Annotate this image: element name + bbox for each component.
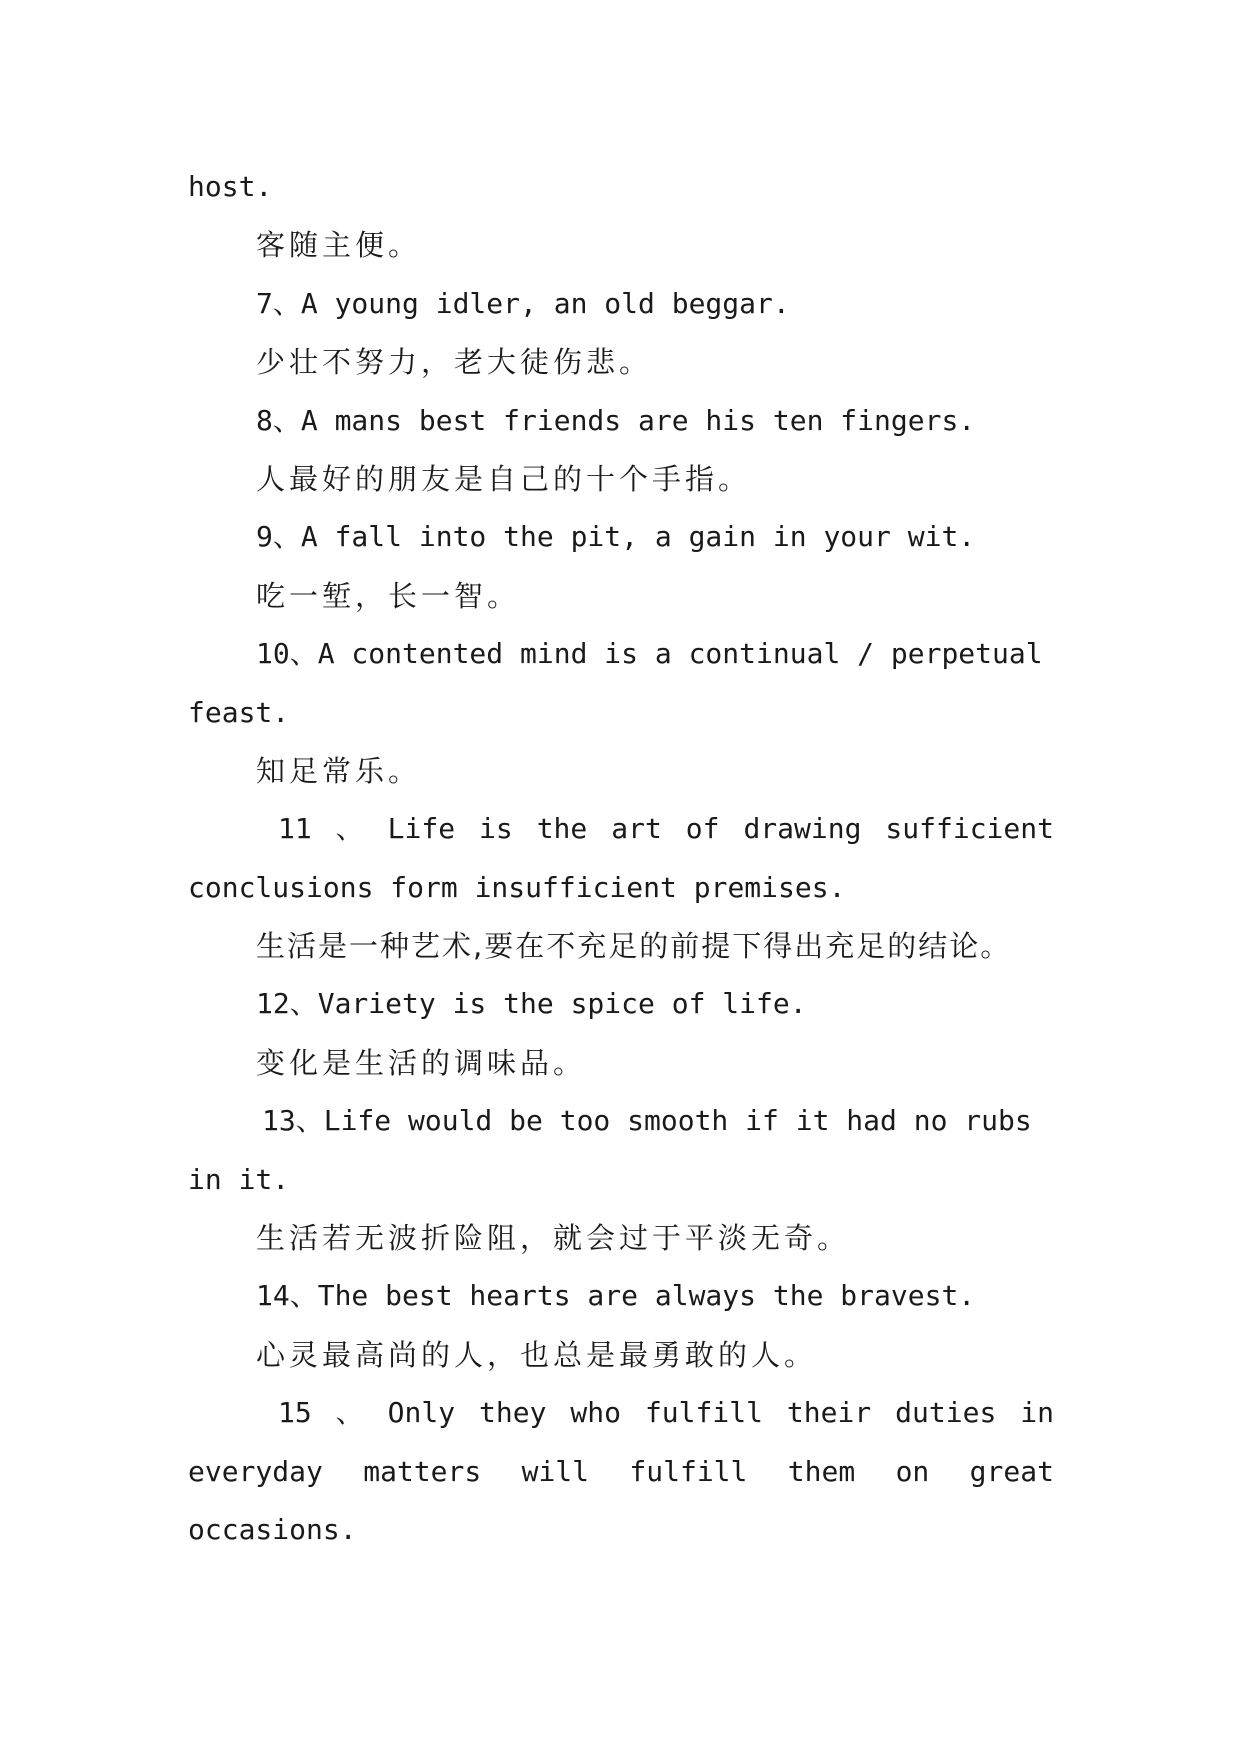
word: in [1020,1396,1054,1430]
word: who [570,1396,621,1430]
proverb-line: 12、Variety is the spice of life. [256,987,807,1021]
text-line: host. [188,170,273,203]
translation-line: 少壮不努力，老大徒伤悲。 [256,345,653,380]
proverb-line: 8、A mans best friends are his ten fingers. [256,403,976,437]
word: will [521,1454,590,1488]
translation-line: 变化是生活的调味品。 [256,1045,587,1080]
proverb-line: 10、A contented mind is a continual / perpetual [256,637,1043,671]
translation-line: 生活若无波折险阻，就会过于平淡无奇。 [256,1221,851,1256]
word: fulfill [629,1454,748,1488]
translation-line: 生活是一种艺术,要在不充足的前提下得出充足的结论。 [256,929,1012,964]
word: art [611,812,662,846]
word: is [479,812,513,846]
word: Only [387,1396,456,1430]
translation-line: 吃一堑，长一智。 [256,578,521,613]
proverb-line: 9、A fall into the pit, a gain in your wit. [256,520,976,554]
word: everyday [188,1454,323,1488]
word: duties [895,1396,997,1430]
word: they [479,1396,547,1430]
proverb-line: 7、A young idler, an old beggar. [256,286,790,320]
word: great [969,1454,1054,1488]
proverb-line: 14、The best hearts are always the bravest. [256,1279,976,1313]
word: 11 [278,812,312,846]
word: drawing [743,812,862,846]
proverb-line-continued: conclusions form insufficient premises. [188,870,846,904]
word: fulfill [644,1396,763,1430]
word: matters [363,1454,482,1488]
word: them [787,1454,856,1488]
proverb-line-justified [188,1384,1054,1442]
document-body [188,158,1054,1559]
word: 、 [335,812,364,846]
translation-line: 心灵最高尚的人，也总是最勇敢的人。 [256,1337,818,1372]
proverb-line: 13、Life would be too smooth if it had no rubs [262,1104,1032,1138]
translation-line: 人最好的朋友是自己的十个手指。 [256,461,752,496]
translation-line: 知足常乐。 [256,753,422,788]
word: on [895,1454,930,1488]
proverb-line-justified [188,800,1054,858]
proverb-line-continued: occasions. [188,1512,357,1546]
word: Life [387,812,456,846]
proverb-line-justified [188,1443,1054,1501]
word: their [786,1396,872,1430]
word: the [536,812,588,846]
proverb-line-continued: in it. [188,1162,290,1196]
proverb-line-continued: feast. [188,695,290,729]
word: of [685,812,720,846]
word: sufficient [885,812,1054,846]
word: 、 [335,1396,364,1430]
word: 15 [278,1396,312,1430]
translation-line: 客随主便。 [256,228,422,263]
